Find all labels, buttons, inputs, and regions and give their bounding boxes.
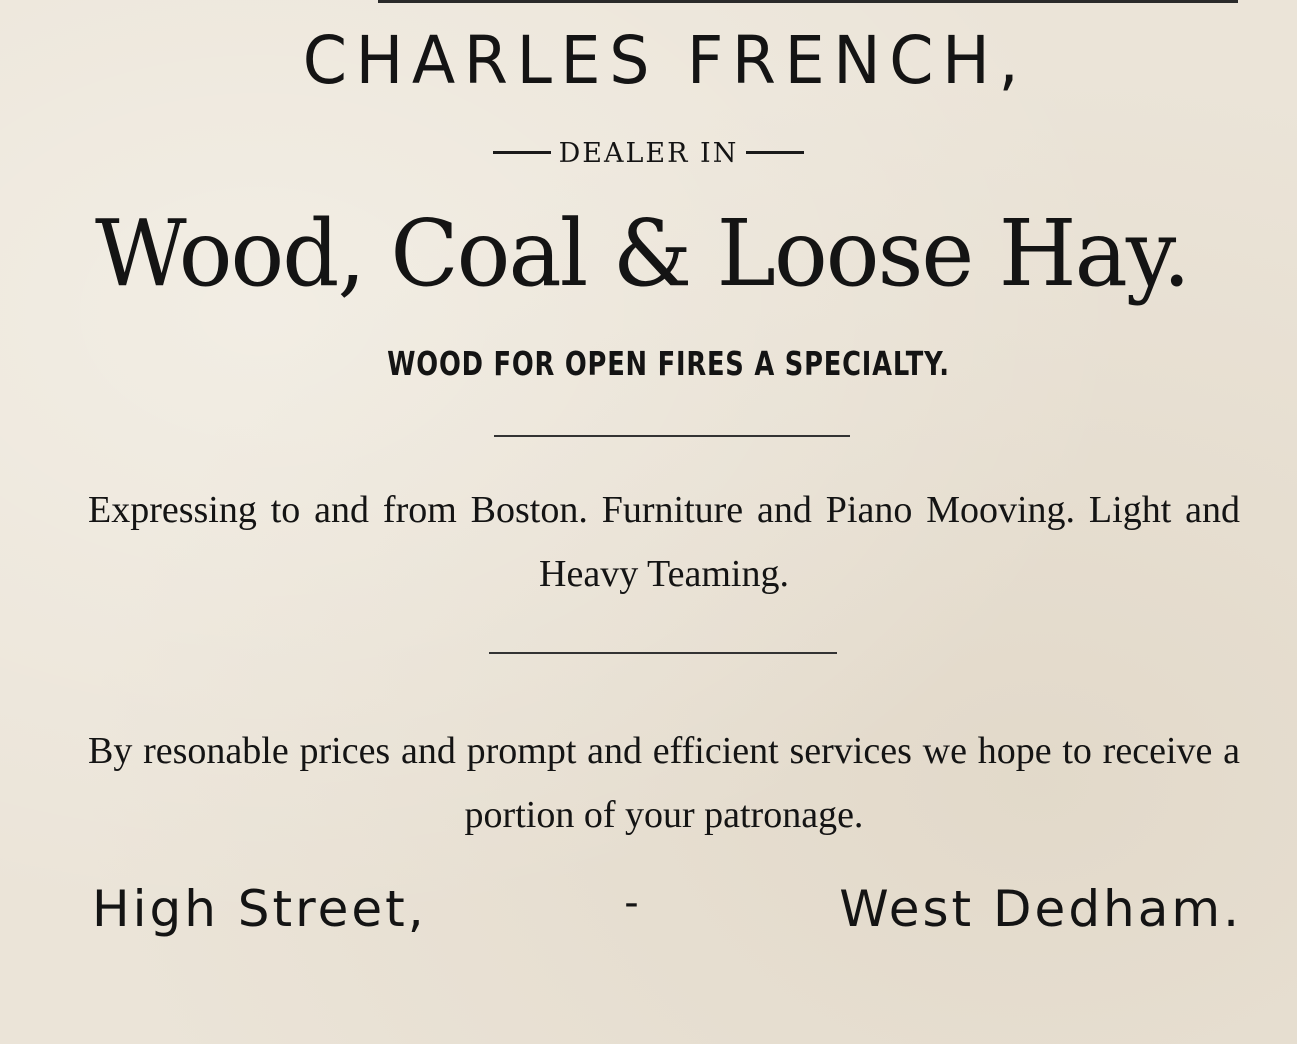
closing-paragraph: By resonable prices and prompt and efficient services we hope to receive a portion of your patronage.: [88, 730, 1240, 836]
divider-rule: [489, 652, 837, 654]
specialty-line: WOOD FOR OPEN FIRES A SPECIALTY.: [387, 344, 950, 383]
dealer-left-dash: [493, 151, 551, 154]
divider-rule: [494, 435, 850, 437]
address-town: West Dedham.: [839, 880, 1242, 938]
address-line: [92, 880, 1242, 938]
address-street: High Street,: [92, 880, 427, 938]
business-name: CHARLES FRENCH,: [302, 22, 1028, 99]
headline: Wood, Coal & Loose Hay.: [95, 200, 1189, 307]
services-paragraph: Expressing to and from Boston. Furniture and Piano Mooving. Light and Heavy Teaming.: [88, 489, 1240, 595]
dealer-text: DEALER IN: [558, 138, 739, 169]
address-separator: -: [624, 880, 642, 926]
dealer-line: [0, 138, 1297, 169]
top-border-rule: [378, 0, 1238, 3]
dealer-right-dash: [746, 151, 804, 154]
